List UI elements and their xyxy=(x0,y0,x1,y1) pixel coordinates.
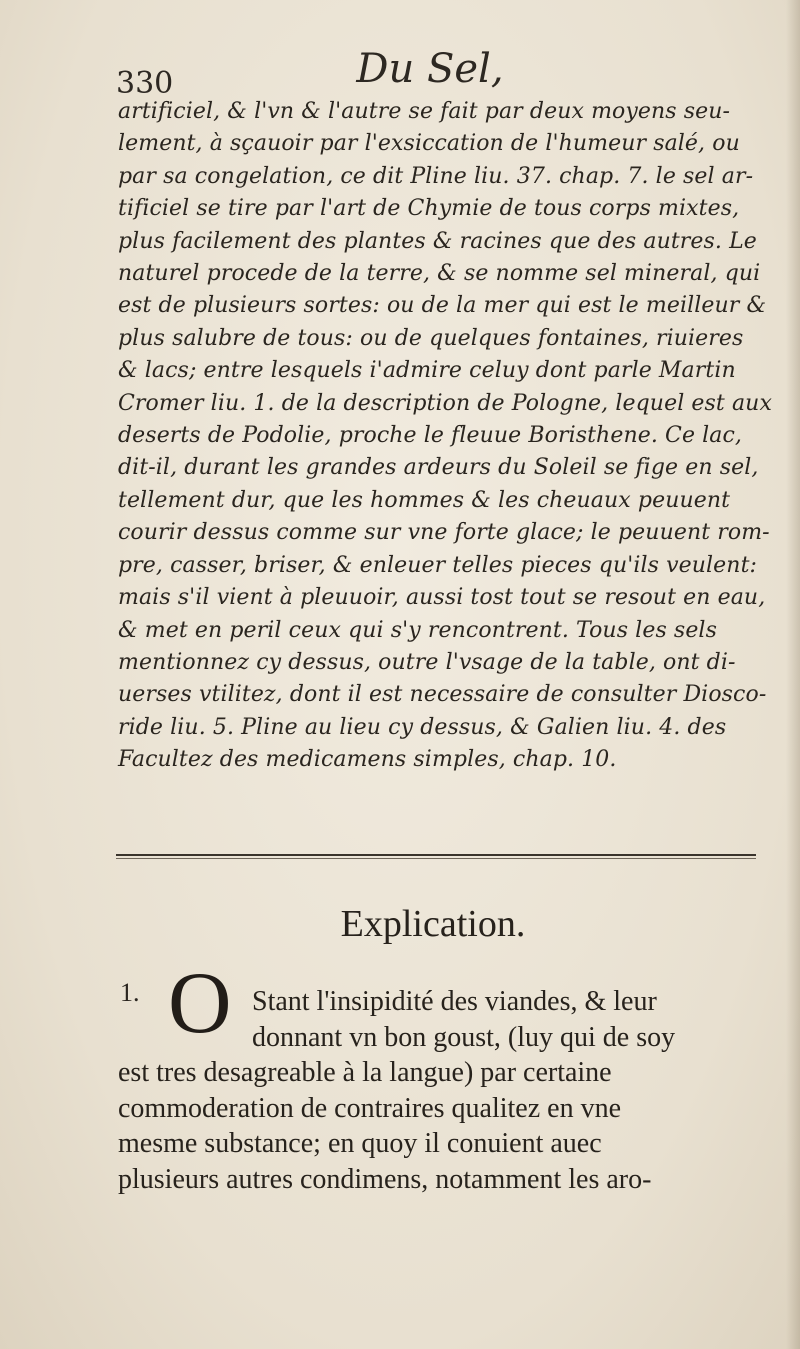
paragraph-number: 1. xyxy=(120,978,140,1007)
text-line: tellement dur, que les hommes & les cheuaux peuuent xyxy=(118,487,731,513)
text-line: Stant l'insipidité des viandes, & leur xyxy=(252,986,657,1017)
italic-text-block xyxy=(118,96,794,777)
text-line: plus salubre de tous: ou de quelques fontaines, riuieres xyxy=(118,325,744,351)
text-line: est tres desagreable à la langue) par certaine xyxy=(118,1057,612,1088)
drop-cap-letter: O xyxy=(168,955,232,1052)
text-line: artificiel, & l'vn & l'autre se fait par deux moyens seu- xyxy=(118,99,731,124)
text-line: plusieurs autres condimens, notamment les aro- xyxy=(118,1163,652,1195)
section-heading: Explication. xyxy=(340,903,526,945)
text-line: ride liu. 5. Pline au lieu cy dessus, & Galien liu. 4. des xyxy=(118,714,727,740)
page-edge-shadow xyxy=(786,0,800,1349)
text-line: pre, casser, briser, & enleuer telles pieces qu'ils veulent: xyxy=(118,552,758,578)
text-line: est de plusieurs sortes: ou de la mer qui est le meilleur & xyxy=(118,293,767,319)
text-line: Facultez des medicamens simples, chap. 10. xyxy=(118,747,617,773)
text-line: mentionnez cy dessus, outre l'vsage de la table, ont di- xyxy=(118,649,736,675)
text-line: donnant vn bon goust, (luy qui de soy xyxy=(252,1021,676,1053)
text-line: & met en peril ceux qui s'y rencontrent. Tous les sels xyxy=(118,617,717,643)
text-line: lement, à sçauoir par l'exsiccation de l'humeur salé, ou xyxy=(118,131,740,157)
text-line: par sa congelation, ce dit Pline liu. 37. chap. 7. le sel ar- xyxy=(118,163,754,189)
text-line: & lacs; entre lesquels i'admire celuy dont parle Martin xyxy=(118,358,736,384)
text-line: naturel procede de la terre, & se nomme sel mineral, qui xyxy=(118,261,761,287)
text-line: Cromer liu. 1. de la description de Pologne, lequel est aux xyxy=(118,390,772,416)
roman-text-block xyxy=(118,984,794,1197)
text-line: uerses vtilitez, dont il est necessaire de consulter Diosco- xyxy=(118,682,767,708)
text-line: plus facilement des plantes & racines que des autres. Le xyxy=(118,228,757,254)
section-divider-rule xyxy=(116,854,756,856)
text-line: mais s'il vient à pleuuoir, aussi tost tout se resout en eau, xyxy=(118,585,766,611)
text-line: commoderation de contraires qualitez en vne xyxy=(118,1092,622,1124)
text-line: tificiel se tire par l'art de Chymie de tous corps mixtes, xyxy=(118,196,740,222)
running-head: Du Sel, xyxy=(356,46,504,92)
text-line: courir dessus comme sur vne forte glace; le peuuent rom- xyxy=(118,520,770,546)
text-line: dit-il, durant les grandes ardeurs du Soleil se fige en sel, xyxy=(118,455,759,481)
text-line: deserts de Podolie, proche le fleuue Boristhene. Ce lac, xyxy=(118,423,743,449)
page-number: 330 xyxy=(116,66,174,101)
text-line: mesme substance; en quoy il conuient auec xyxy=(118,1128,602,1159)
